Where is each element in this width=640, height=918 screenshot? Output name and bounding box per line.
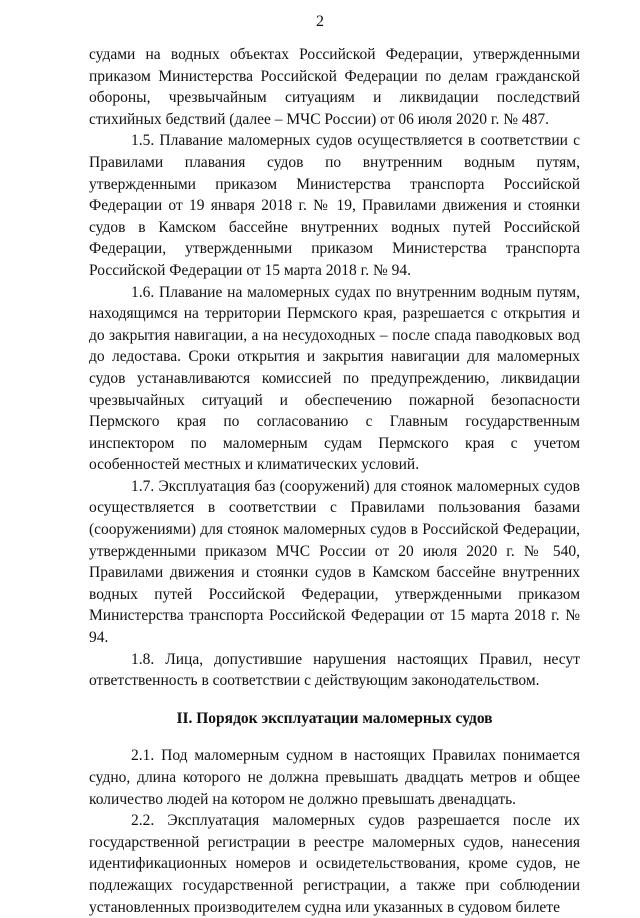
page-number: 2 [316, 13, 324, 30]
paragraph-2-2: 2.2. Эксплуатация маломерных судов разрешается после их государственной регистрации в реестре маломерных судов, нанесения идентификационных номеров и освидетельствования, кроме судов, не подлежащих государственной регистрации, а также при соблюдении установленных производителем судна или указанных в судовом билете [89, 812, 580, 916]
paragraph-1-6: 1.6. Плавание на маломерных судах по внутренним водным путям, находящимся на территории Пермского края, разрешается с открытия и до закрытия навигации, а на несудоходных – после спада паводковых вод до ледостава. Сроки открытия и закрытия навигации для маломерных судов устанавливаются комиссией по предупреждению, ликвидации чрезвычайных ситуаций и обеспечению пожарной безопасности Пермского края по согласованию с Главным государственным инспектором по маломерным судам Пермского края с учетом особенностей местных и климатических условий. [89, 283, 580, 474]
document-body [89, 44, 580, 918]
paragraph-1-8: 1.8. Лица, допустившие нарушения настоящих Правил, несут ответственность в соответствии с действующим законодательством. [89, 650, 580, 690]
paragraph-2-1: 2.1. Под маломерным судном в настоящих Правилах понимается судно, длина которого не должна превышать двадцать метров и общее количество людей на котором не должно превышать двенадцать. [89, 747, 580, 808]
paragraph-1-4-continuation: судами на водных объектах Российской Федерации, утвержденными приказом Министерства Российской Федерации по делам гражданской обороны, чрезвычайным ситуациям и ликвидации последствий стихийных бедствий (далее – МЧС России) от 06 июля 2020 г. № 487. [89, 46, 580, 128]
paragraph-1-7: 1.7. Эксплуатация баз (сооружений) для стоянок маломерных судов осуществляется в соответствии с Правилами пользования базами (сооружениями) для стоянок маломерных судов в Российской Федерации, утвержденными приказом МЧС России от 20 июля 2020 г. № 540, Правилами движения и стоянки судов в Камском бассейне внутренних водных путей Российской Федерации, утвержденными приказом Министерства транспорта Российской Федерации от 15 марта 2018 г. № 94. [89, 477, 580, 647]
paragraph-1-5: 1.5. Плавание маломерных судов осуществляется в соответствии с Правилами плавания судов по внутренним водным путям, утвержденными приказом Министерства транспорта Российской Федерации от 19 января 2018 г. № 19, Правилами движения и стоянки судов в Камском бассейне внутренних водных путей Российской Федерации, утвержденными приказом Министерства транспорта Российской Федерации от 15 марта 2018 г. № 94. [89, 132, 580, 279]
section-heading: II. Порядок эксплуатации маломерных судов [176, 709, 493, 727]
